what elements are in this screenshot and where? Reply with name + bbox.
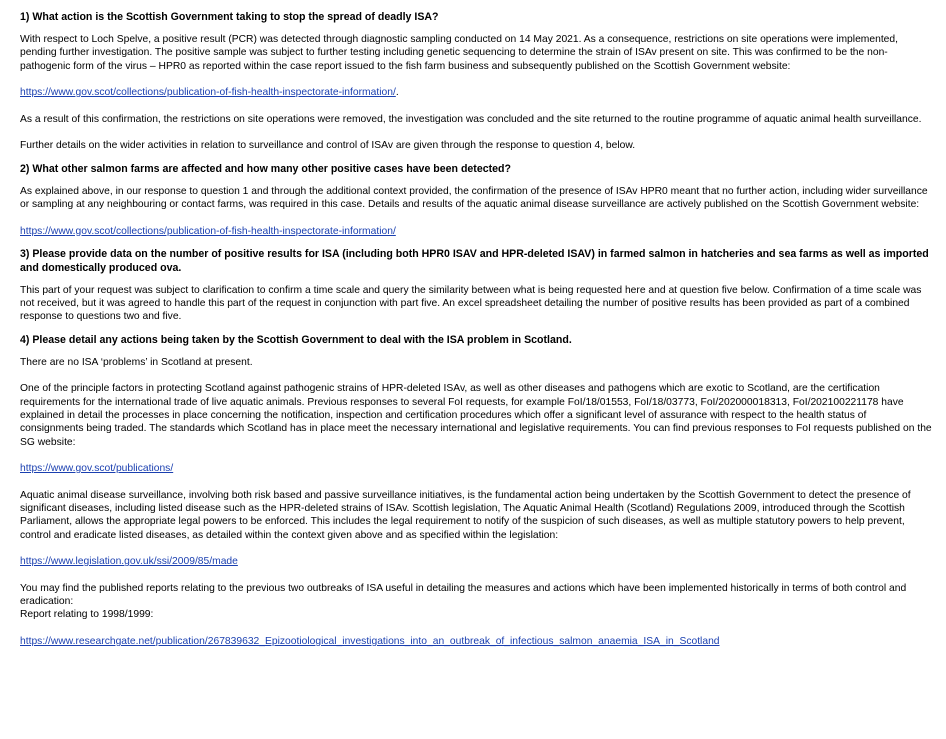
question-4-paragraph-3: Aquatic animal disease surveillance, involving both risk based and passive surveillance initiatives, is the fundamental action being undertaken by the Scottish Government to detect the presence of significant diseases, including listed disease such as the HPR-deleted strains of ISAv. Scottish legislation, The Aquatic Animal Health (Scotland) Regulations 2009, introduced through the Scottish Parliament, allows the appropriate legal powers to be enforced. This includes the legal requirement to notify of the suspicion of such diseases, as well as multiple statutory powers to help prevent, control and eradicate listed diseases, as detailed within the context given above and as specified within the legislation:	[20, 489, 911, 541]
question-4-link-line-3	[20, 635, 932, 648]
document-body	[20, 10, 932, 648]
question-1-link-line	[20, 86, 932, 99]
researchgate-link[interactable]: https://www.researchgate.net/publication/267839632_Epizootiological_investigations_into_an_outbreak_of_infectious_salmon_anaemia_ISA_in_Scotland	[20, 635, 720, 647]
question-1-paragraph-1: With respect to Loch Spelve, a positive result (PCR) was detected through diagnostic sampling conducted on 14 May 2021. As a consequence, restrictions on site operations were implemented, pending further investigation. The positive sample was subject to further testing including genetic sequencing to determine the strain of ISAv present on site. This was confirmed to be the non-pathogenic form of the virus – HPR0 as reported within the case report issued to the fish farm business and subsequently published on the Scottish Government website:	[20, 34, 899, 72]
question-1-heading: 1) What action is the Scottish Government taking to stop the spread of deadly ISA?	[20, 11, 439, 23]
fish-health-link-2[interactable]: https://www.gov.scot/collections/publication-of-fish-health-inspectorate-information/	[20, 225, 396, 237]
question-4-link-line-1	[20, 462, 932, 475]
fish-health-link-1[interactable]: https://www.gov.scot/collections/publication-of-fish-health-inspectorate-information/	[20, 87, 396, 99]
question-4-link-line-2	[20, 555, 932, 568]
link-suffix: .	[395, 87, 399, 99]
question-2-heading: 2) What other salmon farms are affected and how many other positive cases have been detected?	[20, 162, 511, 175]
question-4-report-label: Report relating to 1998/1999:	[20, 609, 154, 621]
question-1-paragraph-3: Further details on the wider activities in relation to surveillance and control of ISAv are given through the response to question 4, below.	[20, 140, 636, 152]
question-2-link-line	[20, 225, 932, 238]
question-4-heading: 4) Please detail any actions being taken by the Scottish Government to deal with the ISA problem in Scotland.	[20, 333, 572, 346]
question-2-paragraph-1: As explained above, in our response to question 1 and through the additional context provided, the confirmation of the presence of ISAv HPR0 meant that no further action, including wider surveillance or sampling at any neighbouring or contact farms, was required in this case. Details and results of the aquatic animal disease surveillance are actively published on the Scottish Government website:	[20, 185, 928, 210]
question-4-paragraph-2: One of the principle factors in protecting Scotland against pathogenic strains of HPR-deleted ISAv, as well as other diseases and pathogens which are exotic to Scotland, are the certification requirements for the international trade of live aquatic animals. Previous responses to several FoI requests, for example FoI/18/01553, FoI/18/03773, FoI/202000018313, FoI/202100221178 have explained in detail the processes in place concerning the notification, inspection and certification procedures which offer a significant level of assurance with respect to the health status of consignments being traded. The standards which Scotland has in place meet the necessary international and legislative requirements. You can find previous responses to FoI requests published on the SG website:	[20, 383, 932, 448]
question-1-paragraph-2: As a result of this confirmation, the restrictions on site operations were removed, the investigation was concluded and the site returned to the routine programme of aquatic animal health surveillance.	[20, 113, 922, 125]
legislation-link[interactable]: https://www.legislation.gov.uk/ssi/2009/85/made	[20, 556, 238, 568]
question-4-paragraph-4: You may find the published reports relating to the previous two outbreaks of ISA useful in detailing the measures and actions which have been implemented historically in terms of both control and eradication:	[20, 582, 907, 608]
question-4-paragraph-1: There are no ISA ‘problems’ in Scotland at present.	[20, 356, 253, 368]
question-3-paragraph-1: This part of your request was subject to clarification to confirm a time scale and query the similarity between what is being requested here and at question five below. Confirmation of a time scale was not received, but it was agreed to handle this part of the request in conjunction with part five. An excel spreadsheet detailing the number of positive results has been provided as part of a combined response to questions two and five.	[20, 284, 922, 323]
publications-link[interactable]: https://www.gov.scot/publications/	[20, 463, 174, 475]
question-3-heading: 3) Please provide data on the number of positive results for ISA (including both HPR0 ISAV and HPR-deleted ISAV) in farmed salmon in hatcheries and sea farms as well as imported and domestically produced ova.	[20, 247, 929, 274]
